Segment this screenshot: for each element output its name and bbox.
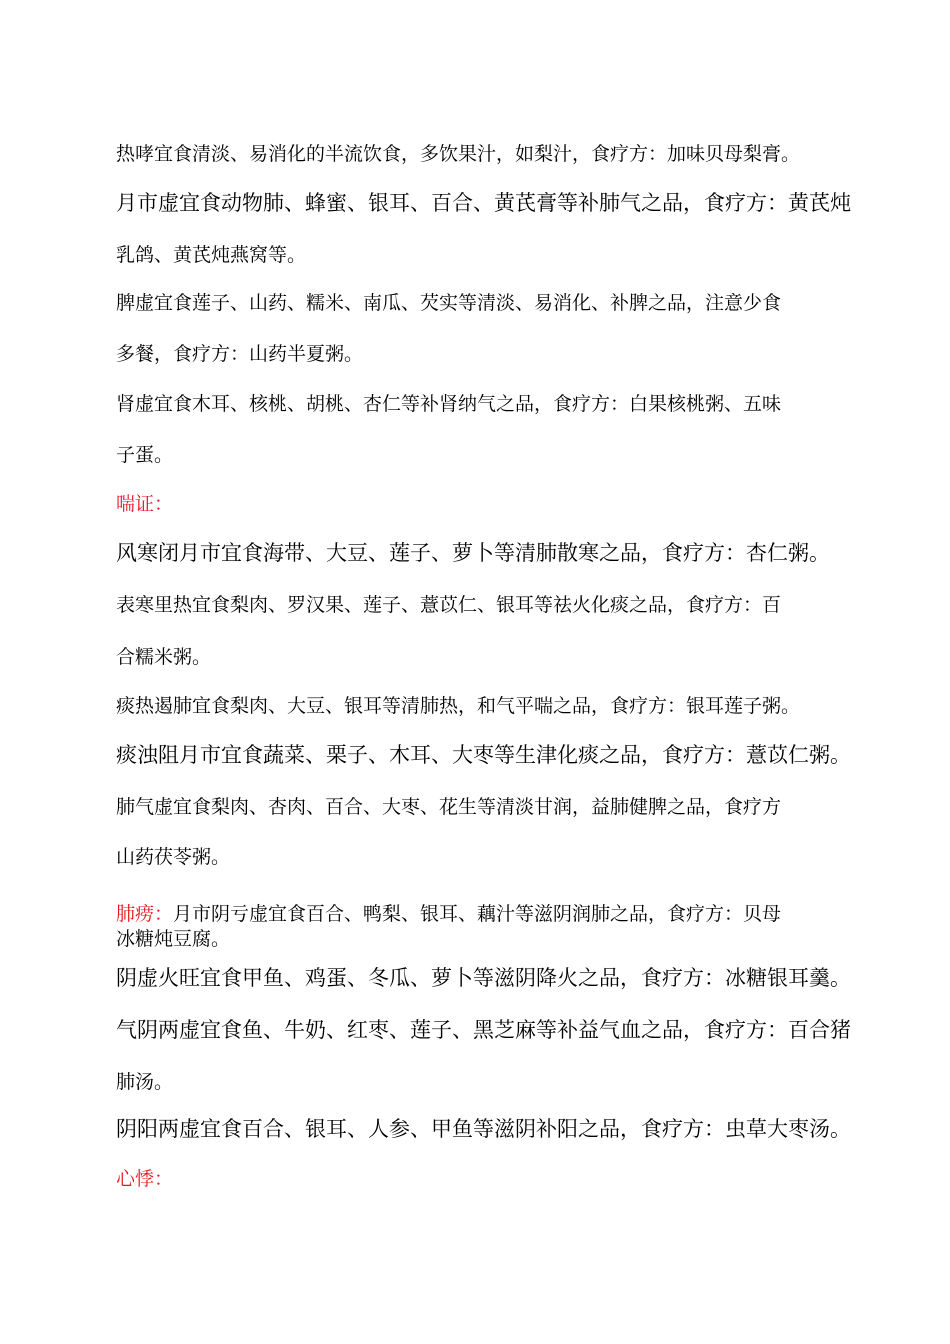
section-heading: 肺痨： xyxy=(116,903,174,925)
text-line: 乳鸽、黄芪炖燕窝等。 xyxy=(116,244,307,266)
text-line: 风寒闭月市宜食海带、大豆、莲子、萝卜等清肺散寒之品，食疗方：杏仁粥。 xyxy=(116,541,830,565)
text-line: 山药茯苓粥。 xyxy=(116,846,231,868)
text-line: 脾虚宜食莲子、山药、糯米、南瓜、芡实等清淡、易消化、补脾之品，注意少食 xyxy=(116,292,782,314)
text-line: 冰糖炖豆腐。 xyxy=(116,928,231,950)
text-line: 阴虚火旺宜食甲鱼、鸡蛋、冬瓜、萝卜等滋阴降火之品，食疗方：冰糖银耳羹。 xyxy=(116,966,851,990)
text-line: 表寒里热宜食梨肉、罗汉果、莲子、薏苡仁、银耳等祛火化痰之品，食疗方：百 xyxy=(116,594,782,616)
text-line: 子蛋。 xyxy=(116,444,174,466)
text-line: 痰热遏肺宜食梨肉、大豆、银耳等清肺热，和气平喘之品，食疗方：银耳莲子粥。 xyxy=(116,695,801,717)
section-heading: 喘证： xyxy=(116,493,174,515)
text-line: 阴阳两虚宜食百合、银耳、人参、甲鱼等滋阴补阳之品，食疗方：虫草大枣汤。 xyxy=(116,1117,851,1141)
text-line: 合糯米粥。 xyxy=(116,646,212,668)
text-line: 肾虚宜食木耳、核桃、胡桃、杏仁等补肾纳气之品，食疗方：白果核桃粥、五味 xyxy=(116,393,782,415)
text-line: 气阴两虚宜食鱼、牛奶、红枣、莲子、黑芝麻等补益气血之品，食疗方：百合猪 xyxy=(116,1018,851,1042)
text-line: 月市虚宜食动物肺、蜂蜜、银耳、百合、黄芪膏等补肺气之品，食疗方：黄芪炖 xyxy=(116,191,851,215)
text-line xyxy=(116,902,781,926)
text-line: 热哮宜食清淡、易消化的半流饮食，多饮果汁，如梨汁，食疗方：加味贝母梨膏。 xyxy=(116,143,801,165)
section-heading: 心悸： xyxy=(116,1168,174,1190)
text-line: 肺气虚宜食梨肉、杏肉、百合、大枣、花生等清淡甘润，益肺健脾之品，食疗方 xyxy=(116,796,782,818)
text-line: 多餐，食疗方：山药半夏粥。 xyxy=(116,343,364,365)
text-line: 痰浊阻月市宜食蔬菜、栗子、木耳、大枣等生津化痰之品，食疗方：薏苡仁粥。 xyxy=(116,743,851,767)
text-span: 月市阴亏虚宜食百合、鸭梨、银耳、藕汁等滋阴润肺之品，食疗方：贝母 xyxy=(173,903,782,925)
text-line: 肺汤。 xyxy=(116,1071,174,1093)
